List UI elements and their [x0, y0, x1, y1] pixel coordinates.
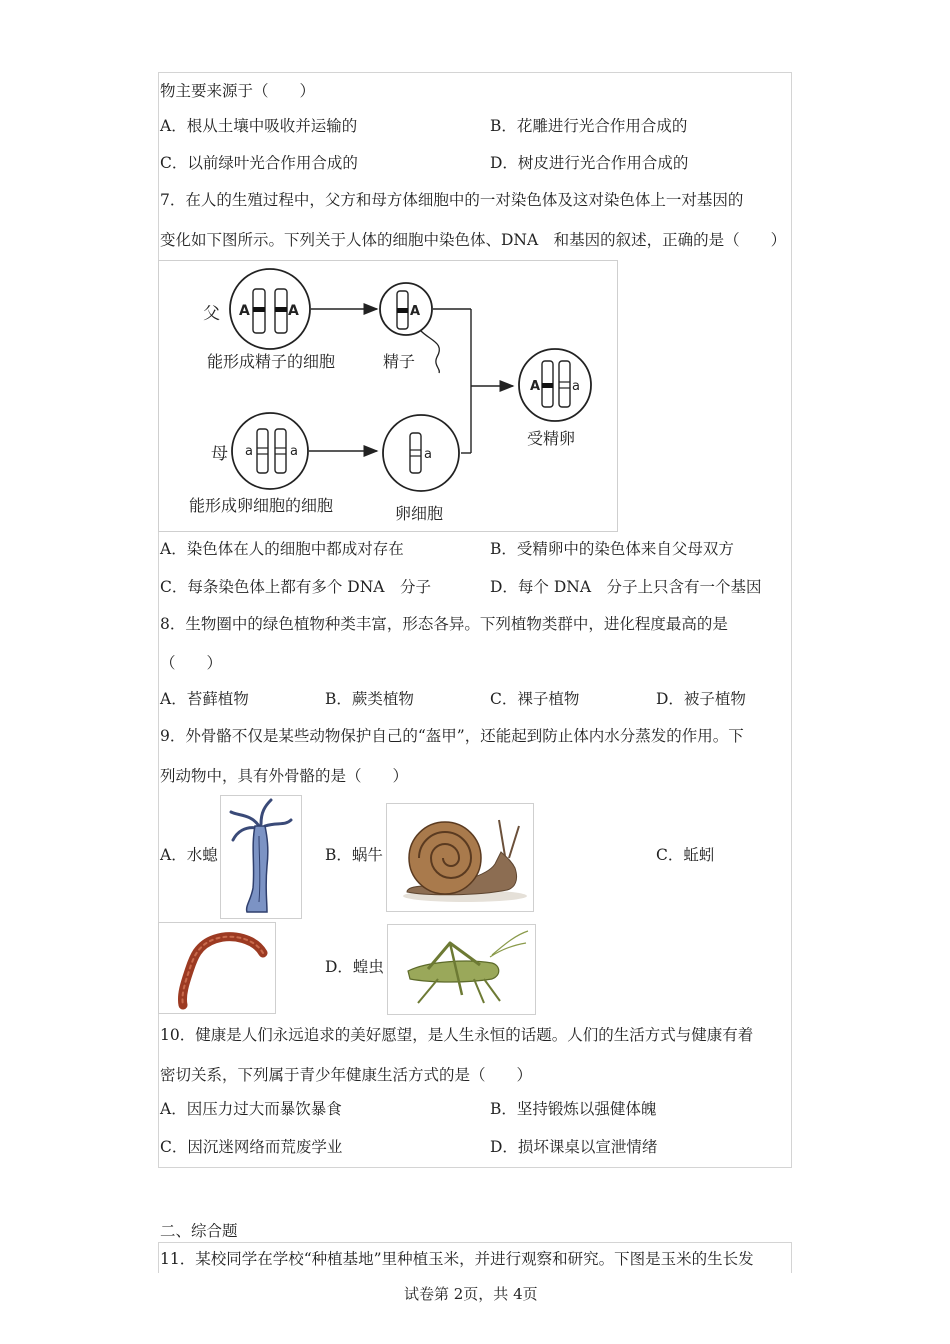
- zygote-gene-right: a: [572, 379, 580, 394]
- q10-option-b[interactable]: B．坚持锻炼以强健体魄: [490, 1100, 657, 1118]
- mother-cell-label: 能形成卵细胞的细胞: [189, 496, 334, 515]
- section-2-title: 二、综合题: [160, 1222, 238, 1240]
- q6-option-d[interactable]: D．树皮进行光合作用合成的: [490, 154, 689, 172]
- q8-option-b[interactable]: B．蕨类植物: [325, 690, 414, 708]
- mother-gene-right: a: [290, 444, 298, 459]
- chromosome-diagram-svg: [159, 261, 617, 531]
- q8-option-c[interactable]: C．裸子植物: [490, 690, 580, 708]
- q8-stem-line1: 8．生物圈中的绿色植物种类丰富，形态各异。下列植物类群中，进化程度最高的是: [160, 615, 728, 633]
- q6-option-b[interactable]: B．花雕进行光合作用合成的: [490, 117, 688, 135]
- father-cell-label: 能形成精子的细胞: [207, 352, 336, 371]
- q6-option-a[interactable]: A．根从土壤中吸收并运输的: [160, 117, 358, 135]
- q7-option-b[interactable]: B．受精卵中的染色体来自父母双方: [490, 540, 734, 558]
- grasshopper-image[interactable]: [387, 924, 536, 1015]
- egg-label: 卵细胞: [395, 504, 444, 523]
- mother-label: 母: [211, 444, 228, 464]
- egg-gene: a: [424, 447, 432, 462]
- q9-option-b[interactable]: B．蜗牛: [325, 846, 383, 864]
- q10-stem-line1: 10．健康是人们永远追求的美好愿望，是人生永恒的话题。人们的生活方式与健康有着: [160, 1026, 754, 1044]
- sperm-tail: [421, 331, 439, 373]
- q10-stem-line2: 密切关系，下列属于青少年健康生活方式的是（ ）: [160, 1066, 533, 1084]
- q7-option-d[interactable]: D．每个 DNA 分子上只含有一个基因: [490, 578, 762, 596]
- q7-option-c[interactable]: C．每条染色体上都有多个 DNA 分子: [160, 578, 431, 596]
- father-label: 父: [203, 304, 220, 324]
- q10-option-c[interactable]: C．因沉迷网络而荒废学业: [160, 1138, 343, 1156]
- sperm-label: 精子: [383, 352, 416, 371]
- father-gene-left: A: [239, 303, 250, 319]
- hydra-image[interactable]: [220, 795, 302, 919]
- sperm-gene: A: [410, 304, 421, 319]
- q7-stem-line2: 变化如下图所示。下列关于人体的细胞中染色体、DNA 和基因的叙述，正确的是（ ）: [160, 231, 787, 249]
- earthworm-body: [182, 937, 263, 1005]
- q8-option-a[interactable]: A．苔藓植物: [160, 690, 249, 708]
- chromosome-diagram: [158, 260, 618, 532]
- q10-option-d[interactable]: D．损坏课桌以宣泄情绪: [490, 1138, 658, 1156]
- snail-image[interactable]: [386, 803, 534, 912]
- q9-option-a[interactable]: A．水螅: [160, 846, 218, 864]
- father-gene-right: A: [288, 303, 299, 319]
- q6-option-c[interactable]: C．以前绿叶光合作用合成的: [160, 154, 358, 172]
- mother-gene-left: a: [245, 444, 253, 459]
- grasshopper-body: [408, 961, 499, 982]
- q9-stem-line1: 9．外骨骼不仅是某些动物保护自己的“盔甲”，还能起到防止体内水分蒸发的作用。下: [160, 727, 744, 745]
- q10-option-a[interactable]: A．因压力过大而暴饮暴食: [160, 1100, 342, 1118]
- q9-option-c[interactable]: C．蚯蚓: [656, 846, 715, 864]
- earthworm-image[interactable]: [158, 922, 276, 1014]
- q6-stem: 物主要来源于（ ）: [160, 82, 316, 100]
- q11-stem-line1: 11．某校同学在学校“种植基地”里种植玉米，并进行观察和研究。下图是玉米的生长发: [160, 1250, 754, 1268]
- q9-option-d[interactable]: D．蝗虫: [325, 958, 384, 976]
- q9-stem-line2: 列动物中，具有外骨骼的是（ ）: [160, 767, 409, 785]
- q8-stem-line2: （ ）: [160, 654, 223, 672]
- hydra-body: [247, 826, 268, 912]
- q7-stem-line1: 7．在人的生殖过程中，父方和母方体细胞中的一对染色体及这对染色体上一对基因的: [160, 191, 744, 209]
- q8-option-d[interactable]: D．被子植物: [656, 690, 746, 708]
- zygote-label: 受精卵: [527, 429, 576, 448]
- q7-option-a[interactable]: A．染色体在人的细胞中都成对存在: [160, 540, 404, 558]
- zygote-gene-left: A: [530, 379, 541, 394]
- page-footer: 试卷第 2页，共 4页: [404, 1285, 538, 1303]
